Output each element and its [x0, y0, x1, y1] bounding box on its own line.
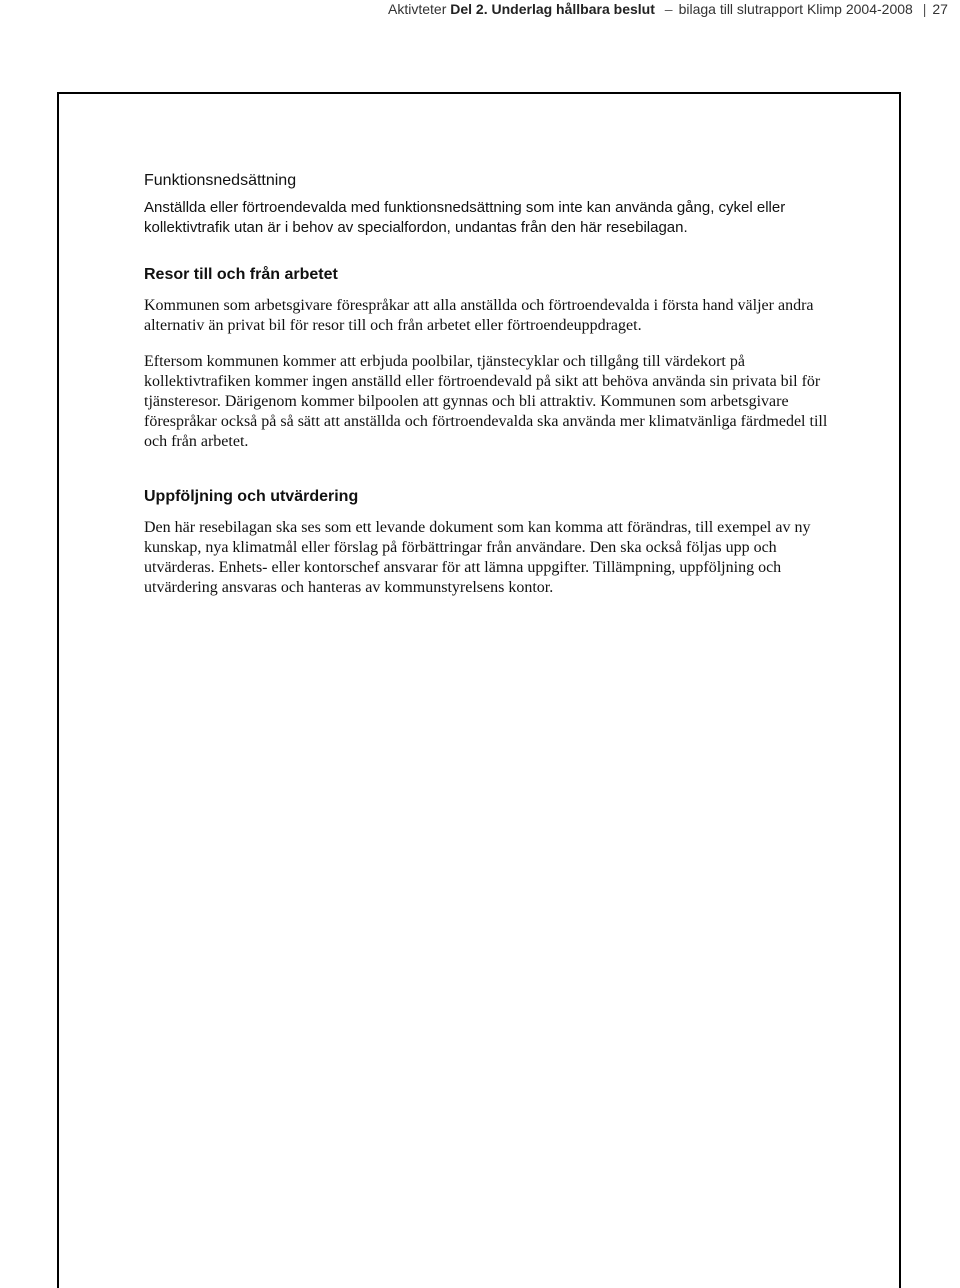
- header-section: Aktivteter: [388, 1, 447, 17]
- heading-uppfoljning: Uppföljning och utvärdering: [144, 488, 359, 505]
- header-separator: –: [664, 1, 673, 17]
- paragraph-funktionsnedsattning: Anställda eller förtroendevalda med funktionsnedsättning som inte kan använda gång, cykel eller kollektivtrafik utan är i behov av specialfordon, undantas från den här resebilagan.: [144, 199, 786, 236]
- heading-resor: Resor till och från arbetet: [144, 266, 338, 283]
- paragraph-resor-2: Eftersom kommunen kommer att erbjuda poolbilar, tjänstecyklar och tillgång till värdekort på kollektivtrafiken kommer ingen anställd eller förtroendevald på sikt att behöva använda sin privata bil för tjänsteresor. Därigenom kommer bilpoolen att gynnas och bli attraktiv. Kommunen som arbetsgivare förespråkar också på så sätt att anställda och förtroendevalda ska använda mer klimatvänliga färdmedel till och från arbetet.: [144, 353, 828, 450]
- header-divider: |: [922, 1, 927, 17]
- header-subtitle: bilaga till slutrapport Klimp 2004-2008: [678, 1, 913, 17]
- page-number: 27: [932, 1, 948, 17]
- heading-funktionsnedsattning: Funktionsnedsättning: [144, 172, 297, 189]
- header-part: Del 2. Underlag hållbara beslut: [450, 1, 655, 17]
- paragraph-resor-1: Kommunen som arbetsgivare förespråkar att alla anställda och förtroendevalda i första hand väljer andra alternativ än privat bil för resor till och från arbetet eller förtroendeuppdraget.: [144, 297, 814, 334]
- paragraph-uppfoljning: Den här resebilagan ska ses som ett levande dokument som kan komma att förändras, till exempel av ny kunskap, nya klimatmål eller förslag på förbättringar från användare. Den ska också följas upp och utvärderas. Enhets- eller kontorschef ansvarar för att lämna uppgifter. Tillämpning, uppföljning och utvärdering ansvaras och hanteras av kommunstyrelsens kontor.: [144, 519, 811, 596]
- document-body: [144, 170, 834, 598]
- running-header: [388, 0, 960, 18]
